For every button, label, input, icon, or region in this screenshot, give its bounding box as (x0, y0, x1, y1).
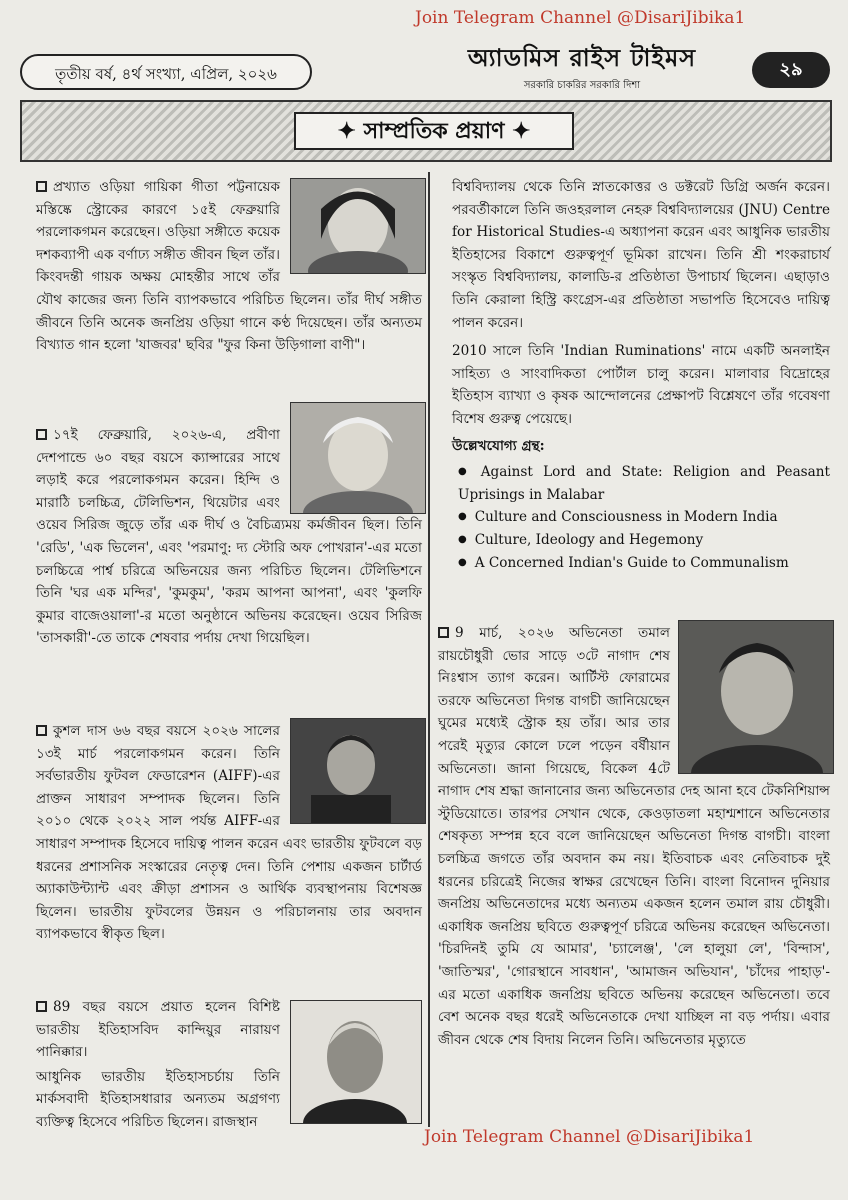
obit-text: 89 বছর বয়সে প্রয়াত হলেন বিশিষ্ট ভারতীয় ইতিহাসবিদ কান্দিয়ুর নারায়ণ পানিক্কার। (36, 999, 280, 1061)
checkbox-icon (36, 429, 47, 440)
obit-kushal-das (36, 720, 422, 946)
book-item: ● A Concerned Indian's Guide to Communalism (458, 552, 830, 575)
issue-info: তৃতীয় বর্ষ, ৪র্থ সংখ্যা, এপ্রিল, ২০২৬ (20, 54, 312, 90)
panikkar-continued-text-2: 2010 সালে তিনি 'Indian Ruminations' নামে একটি অনলাইন সাহিত্য ও সাংবাদিকতা পোর্টাল চালু করেন। মালাবার বিদ্রোহের ইতিহাস ব্যাখ্যা ও কৃষক আন্দোলনের প্রেক্ষাপট বিশ্লেষণে তাঁর গবেষণা বিশেষ গুরুত্ব পেয়েছে। (452, 343, 830, 427)
notable-books-list (452, 461, 830, 574)
checkbox-icon (36, 1001, 47, 1012)
checkbox-icon (36, 725, 47, 736)
telegram-watermark-bottom: Join Telegram Channel @DisariJibika1 (424, 1127, 755, 1147)
obit-gita-patnaik (36, 176, 422, 357)
page-number: ২৯ (752, 52, 830, 88)
obit-text: কুশল দাস ৬৬ বছর বয়সে ২০২৬ সালের ১৩ই মার্চ পরলোকগমন করেন। তিনি সর্বভারতীয় ফুটবল ফেডারেশন (AIFF)-এর প্রাক্তন সাধারণ সম্পাদক ছিলেন। তিনি ২০১০ থেকে ২০২২ সাল পর্যন্ত AIFF-এর সাধারণ সম্পাদক হিসেবে দায়িত্ব পালন করেন এবং ভারতীয় ফুটবলে বড় ধরনের প্রশাসনিক সংস্কারের নেতৃত্ব দেন। তিনি পেশায় একজন চার্টার্ড অ্যাকাউন্ট্যান্ট এবং ক্রীড়া প্রশাসন ও আর্থিক ব্যবস্থাপনায় বিশেষজ্ঞ ছিলেন। ভারতীয় ফুটবলের উন্নয়ন ও পরিচালনায় তার অবদান ব্যাপকভাবে স্বীকৃত ছিল। (36, 723, 422, 943)
obit-text-continued: আধুনিক ভারতীয় ইতিহাসচর্চায় তিনি মার্কসবাদী ইতিহাসধারার অন্যতম অগ্রগণ্য ব্যক্তিত্ব হিসেবে পরিচিত ছিলেন। রাজস্থান (36, 1068, 280, 1130)
section-banner (20, 100, 832, 162)
book-item: ● Culture, Ideology and Hegemony (458, 529, 830, 552)
book-item: ● Culture and Consciousness in Modern India (458, 506, 830, 529)
checkbox-icon (438, 627, 449, 638)
obit-text: প্রখ্যাত ওড়িয়া গায়িকা গীতা পট্টনায়েক মস্তিষ্কে স্ট্রোকের কারণে ১৫ই ফেব্রুয়ারি পরলোকগমন করেছেন। ওড়িয়া সঙ্গীতে কয়েক দশকব্যাপী এক বর্ণাঢ্য সঙ্গীত জীবন ছিল তাঁর। কিংবদন্তী গায়ক অক্ষয় মোহন্তীর সাথে তাঁর যৌথ কাজের জন্য তিনি ব্যাপকভাবে পরিচিত ছিলেন। তাঁর দীর্ঘ সঙ্গীত জীবনে তিনি অনেক জনপ্রিয় ওড়িয়া গানে কণ্ঠ দিয়েছেন। তাঁর অন্যতম বিখ্যাত গান হলো 'যাজবর' ছবির "ফুর কিনা উড়িগালা বাণী"। (36, 179, 422, 354)
masthead-name: অ্যাডমিস রাইস টাইমস (467, 44, 697, 72)
checkbox-icon (36, 181, 47, 192)
book-item: ● Against Lord and State: Religion and Peasant Uprisings in Malabar (458, 461, 830, 506)
notable-books-title: উল্লেখযোগ্য গ্রন্থ: (452, 437, 545, 454)
masthead-tagline: সরকারি চাকরির সরকারি দিশা (523, 80, 641, 91)
panikkar-continued (452, 176, 830, 574)
section-title: ✦ সাম্প্রতিক প্রয়াণ ✦ (294, 112, 574, 150)
masthead (432, 40, 732, 95)
obit-text: 9 মার্চ, ২০২৬ অভিনেতা তমাল রায়চৌধুরী ভোর সাড়ে ৩টে নাগাদ শেষ নিঃশ্বাস ত্যাগ করেন। আর্টিস্ট ফোরামের তরফে অভিনেতা দিগন্ত বাগচী জানিয়েছেন ঘুমের মধ্যেই স্ট্রোক হয় তাঁর। আর তার পরেই মৃত্যুর কোলে ঢলে পড়েন বর্ষীয়ান অভিনেতা। জানা গিয়েছে, বিকেল 4টে নাগাদ শেষ শ্রদ্ধা জানানোর জন্য অভিনেতার দেহ আনা হবে টেকনিশিয়ান্স স্টুডিয়োতে। তারপর সেখান থেকে, কেওড়াতলা মহাশ্মশানে অভিনেতার শেষকৃত্য সম্পন্ন হবে বলে জানিয়েছেন অভিনেতা দিগন্ত বাগচী। বাংলা চলচ্চিত্র জগতে তাঁর অবদান কম নয়। ইতিবাচক এবং নেতিবাচক দুই ধরনের চরিত্রেই নিজের স্বাক্ষর রেখেছেন তিনি। বাংলা বিনোদন দুনিয়ার জনপ্রিয় অভিনেতাদের মধ্যে অন্যতম একজন হলেন তমাল রায় চৌধুরী। একাধিক জনপ্রিয় ছবিতে গুরুত্বপূর্ণ চরিত্রে অভিনয় করেছেন অভিনেতা। 'চিরদিনই তুমি যে আমার', 'চ্যালেঞ্জ', 'লে হালুয়া লে', 'বিন্দাস', 'জাতিস্মর', 'গোরস্থানে সাবধান', 'আমাজন অভিযান', 'চাঁদের পাহাড়'-এর মতো একাধিক জনপ্রিয় ছবিতে অভিনয় করেছেন অভিনেতা। তবে বেশ অনেক বছর ধরেই অভিনেতাকে দেখা যাচ্ছিল না বড় পর্দায়। এবার জীবন থেকে শেষ বিদায় নিলেন তিনি। অভিনেতার মৃত্যুতে (438, 625, 830, 1048)
obit-text: ১৭ই ফেব্রুয়ারি, ২০২৬-এ, প্রবীণা দেশপান্ডে ৬০ বছর বয়সে ক্যান্সারের সাথে লড়াই করে পরলোকগমন করেন। হিন্দি ও মারাঠি চলচ্চিত্র, টেলিভিশন, থিয়েটার এবং ওয়েব সিরিজ জুড়ে তাঁর এক দীর্ঘ ও বৈচিত্র্যময় কর্মজীবন ছিল। তিনি 'রেডি', 'এক ভিলেন', এবং 'পরমাণু: দ্য স্টোরি অফ পোখরান'-এর মতো চলচ্চিত্রে পার্শ্ব চরিত্রে অভিনয়ের জন্য পরিচিত ছিলেন। টেলিভিশনে তিনি 'ঘর এক মন্দির', 'কুমকুম', 'করম আপনা আপনা', এবং 'কুলফি কুমার বাজেওয়ালা'-র মতো অনুষ্ঠানে অভিনয় করেছেন। ওয়েব সিরিজ 'তাসকারী'-তে তাকে শেষবার পর্দায় দেখা গিয়েছিল। (36, 427, 422, 647)
obit-tamal-roychowdhury (438, 622, 830, 1051)
panikkar-continued-text-1: বিশ্ববিদ্যালয় থেকে তিনি স্নাতকোত্তর ও ডক্টরেট ডিগ্রি অর্জন করেন। পরবর্তীকালে তিনি জওহরলাল নেহরু বিশ্ববিদ্যালয়ের (JNU) Centre for Historical Studies-এ অধ্যাপনা করেন এবং আধুনিক ভারতীয় ইতিহাসের বিকাশে গুরুত্বপূর্ণ ভূমিকা রাখেন। তিনি শ্রী শংকরাচার্য সংস্কৃত বিশ্ববিদ্যালয়, কালাডি-র প্রতিষ্ঠাতা উপাচার্য ছিলেন। এছাড়াও তিনি কেরালা হিস্ট্রি কংগ্রেস-এর প্রতিষ্ঠাতা সভাপতি হিসেবেও দায়িত্ব পালন করেন। (452, 179, 830, 331)
telegram-watermark-top: Join Telegram Channel @DisariJibika1 (415, 8, 746, 28)
column-divider (428, 172, 430, 1127)
obit-panikkar (36, 996, 422, 1134)
obit-deshpande (36, 424, 422, 650)
